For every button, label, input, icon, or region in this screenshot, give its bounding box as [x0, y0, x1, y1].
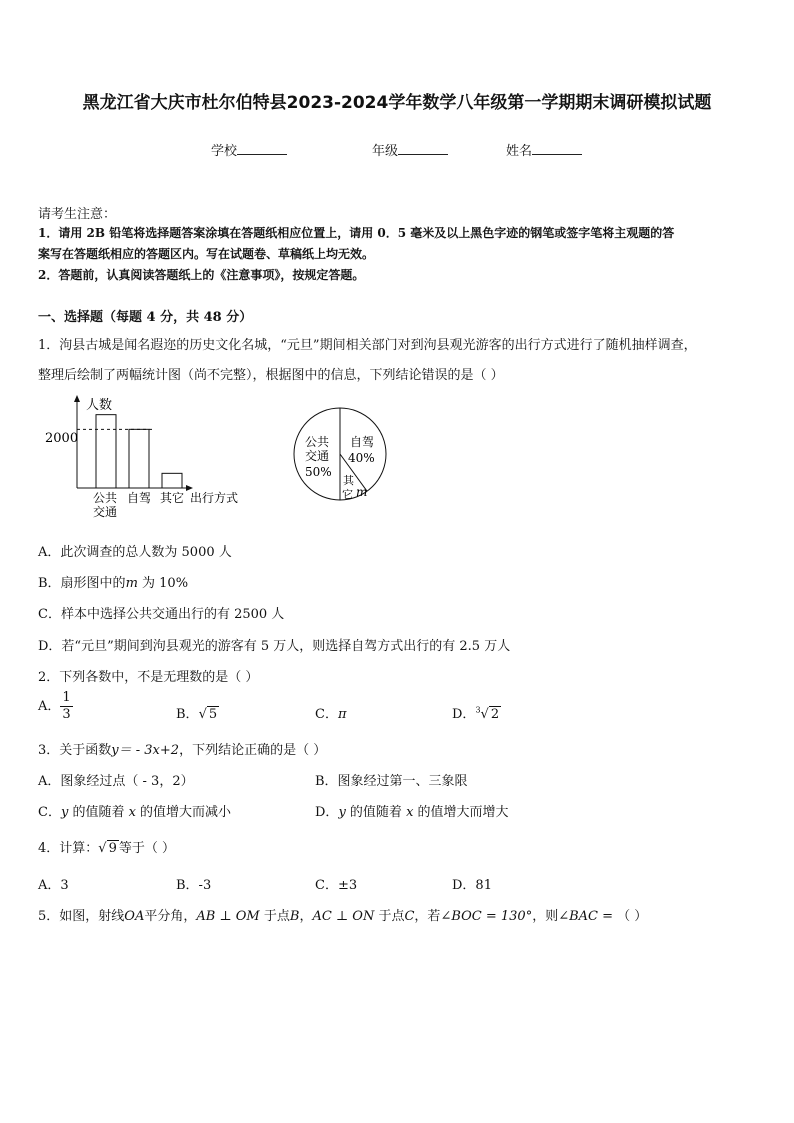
q3-option-d-text: D．: [315, 805, 339, 820]
q3-option-a[interactable]: A．图象经过点（ - 3，2）: [38, 774, 194, 789]
q5-text: 于点: [259, 909, 290, 924]
q1-option-b-text: B．扇形图中的: [38, 576, 126, 591]
q3-option-d-text: 的值增大而增大: [413, 805, 509, 820]
q3-option-c-text: 的值增大而减小: [135, 805, 232, 820]
q1-stem-line-1: 1．泃县古城是闻名遐迩的历史文化名城，“元旦”期间相关部门对到泃县观光游客的出行方式进行了随机抽样调查，: [38, 338, 697, 353]
school-blank: [237, 142, 287, 155]
root-index: 3: [475, 705, 481, 715]
name-field: [506, 140, 582, 159]
x-axis-label: 出行方式: [190, 491, 239, 505]
bar-public-transit: [96, 415, 116, 488]
q3-option-d-text: 的值随着: [345, 805, 407, 820]
pie-chart: [290, 404, 390, 504]
pie-label-public-transit: 交通: [305, 449, 330, 463]
q1-option-b[interactable]: [38, 572, 188, 591]
q5-text: 5．如图，射线: [38, 909, 125, 924]
q2-option-d-label: D．: [452, 707, 476, 722]
bar-category-label: 交通: [93, 505, 118, 519]
q1-option-d[interactable]: D．若“元旦”期间到泃县观光的游客有 5 万人，则选择自驾方式出行的有 2.5 万人: [38, 639, 511, 654]
bar-chart: [40, 392, 255, 522]
q2-option-a-label: A．: [38, 699, 61, 714]
q4-stem: [38, 837, 175, 856]
q3-option-c-text: 的值随着: [68, 805, 129, 820]
q1-option-a[interactable]: A．此次调查的总人数为 5000 人: [38, 545, 232, 560]
q3-option-b[interactable]: B．图象经过第一、三象限: [315, 774, 468, 789]
q3-stem: [38, 739, 326, 758]
q2-option-b-label: B．: [176, 707, 199, 722]
fraction: [60, 690, 72, 723]
grade-blank: [398, 142, 448, 155]
bar-other: [162, 473, 182, 488]
q3-option-c-text: C．: [38, 805, 61, 820]
q4-option-c[interactable]: C．±3: [315, 878, 358, 893]
q1-stem-line-2: 整理后绘制了两幅统计图（尚不完整），根据图中的信息，下列结论错误的是（ ）: [38, 368, 504, 383]
pie-label-other: 它: [342, 488, 353, 501]
bar-category-label: 自驾: [127, 491, 152, 505]
q1-option-c[interactable]: C．样本中选择公共交通出行的有 2500 人: [38, 607, 285, 622]
q5-text: 平分角，: [144, 909, 197, 924]
q3-option-d[interactable]: [315, 801, 509, 820]
bar-category-label: 其它: [160, 491, 185, 505]
q4-option-d[interactable]: D．81: [452, 878, 492, 893]
q2-stem: 2．下列各数中，不是无理数的是（ ）: [38, 670, 259, 685]
q4-stem-text: 4．计算：: [38, 841, 99, 856]
var-y: y: [338, 805, 346, 820]
q5-stem: [38, 905, 647, 924]
q2-option-b[interactable]: [176, 703, 219, 722]
fraction-numerator: 1: [62, 690, 71, 705]
q5-math: ∠BAC: [558, 909, 598, 924]
name-label: 姓名: [506, 144, 533, 159]
school-field: [211, 140, 287, 159]
q2-option-d[interactable]: [452, 703, 501, 722]
bar-self-drive: [129, 429, 149, 488]
sqrt-sign-icon: √: [198, 707, 207, 722]
q5-math: AC ⊥ ON: [312, 909, 375, 924]
sqrt-sign-icon: √: [480, 707, 489, 722]
q3-stem-text: 3．关于函数: [38, 743, 112, 758]
q5-math: C: [404, 909, 415, 924]
q3-function: y＝ - 3x+2: [111, 743, 180, 758]
grade-label: 年级: [372, 144, 399, 159]
q5-text: 于点: [374, 909, 405, 924]
radicand: 9: [108, 841, 117, 856]
fraction-denominator: 3: [62, 707, 71, 722]
q5-text: ，若: [414, 909, 441, 924]
q4-option-b[interactable]: B．-3: [176, 878, 212, 893]
q3-stem-text: ，下列结论正确的是（ ）: [179, 743, 327, 758]
sqrt-sign-icon: √: [98, 841, 107, 856]
q5-text: ，: [299, 909, 313, 924]
q5-math: ∠BOC = 130°: [440, 909, 533, 924]
q1-option-b-var: m: [125, 576, 138, 591]
pie-value-public-transit: 50%: [305, 465, 332, 479]
pie-label-public-transit: 公共: [305, 435, 330, 449]
y-tick-2000: 2000: [45, 431, 79, 446]
radicand: 2: [490, 707, 500, 722]
q2-option-c[interactable]: [315, 703, 347, 722]
q5-text: = （ ）: [598, 909, 648, 924]
pie-label-other: 其: [343, 474, 354, 487]
pie-label-self-drive: 自驾: [350, 435, 375, 449]
var-x: x: [128, 805, 136, 820]
q2-option-a[interactable]: [38, 690, 73, 723]
notice-line-2: 2．答题前，认真阅读答题纸上的《注意事项》，按规定答题。: [38, 268, 365, 282]
q5-math: OA: [124, 909, 145, 924]
q1-option-b-text: 为 10%: [137, 576, 189, 591]
q5-text: ，则: [532, 909, 559, 924]
var-x: x: [406, 805, 414, 820]
pie-value-other: m: [356, 485, 368, 499]
radicand: 5: [208, 707, 218, 722]
pie-value-self-drive: 40%: [348, 451, 375, 465]
section-heading: 一、选择题（每题 4 分，共 48 分）: [38, 310, 253, 325]
grade-field: [372, 140, 448, 159]
q2-option-c-label: C．: [315, 707, 338, 722]
pi-symbol: π: [337, 707, 347, 722]
bar-category-label: 公共: [93, 491, 118, 505]
y-axis-label: 人数: [86, 398, 113, 413]
notice-line-1b: 案写在答题纸相应的答题区内。写在试题卷、草稿纸上均无效。: [38, 247, 375, 261]
notice-heading: 请考生注意：: [38, 207, 117, 222]
name-blank: [532, 142, 582, 155]
q4-option-a[interactable]: A．3: [38, 878, 69, 893]
q5-math: B: [289, 909, 300, 924]
page-title: 黑龙江省大庆市杜尔伯特县2023-2024学年数学八年级第一学期期末调研模拟试题: [82, 93, 712, 113]
notice-line-1a: 1．请用 2B 铅笔将选择题答案涂填在答题纸相应位置上，请用 0．5 毫米及以上黑色字迹的钢笔或签字笔将主观题的答: [38, 226, 675, 240]
var-y: y: [60, 805, 69, 820]
q4-stem-text: 等于（ ）: [118, 841, 175, 856]
q3-option-c[interactable]: [38, 801, 231, 820]
q5-math: AB ⊥ OM: [196, 909, 260, 924]
school-label: 学校: [211, 144, 238, 159]
